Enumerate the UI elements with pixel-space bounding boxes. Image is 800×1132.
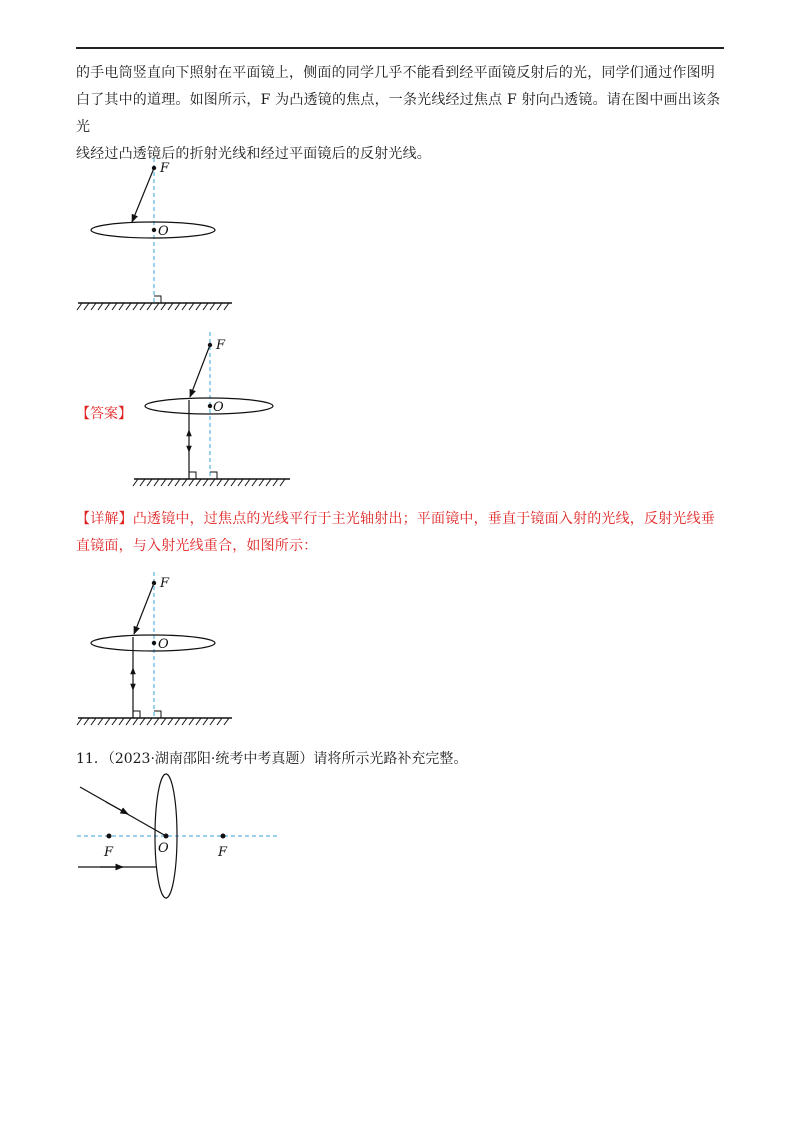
detail-text-1: 凸透镜中，过焦点的光线平行于主光轴射出；平面镜中，垂直于镜面入射的光线，反射光线垂: [132, 511, 716, 527]
focus-label: F: [160, 576, 170, 591]
center-label: O: [158, 637, 169, 652]
problem-line-2: 白了其中的道理。如图所示，F 为凸透镜的焦点，一条光线经过焦点 F 射向凸透镜。请在图中画出该条光: [76, 92, 721, 135]
focus-point-left: [107, 834, 112, 839]
center-label: O: [213, 400, 224, 415]
problem-line-1: 的手电筒竖直向下照射在平面镜上，侧面的同学几乎不能看到经平面镜反射后的光，同学们通过作图明: [76, 65, 715, 81]
incident-arrow-oblique: [106, 802, 128, 814]
center-label: O: [158, 841, 169, 856]
center-label: O: [158, 224, 169, 239]
focus-point-right: [221, 834, 226, 839]
problem-line-3: 线经过凸透镜后的折射光线和经过平面镜后的反射光线。: [76, 146, 431, 162]
focus-label-left: F: [104, 845, 114, 860]
answer-label: 【答案】: [76, 406, 132, 422]
focus-label: F: [216, 338, 226, 353]
question-number: 11．: [76, 751, 108, 767]
optical-center: [164, 834, 169, 839]
detail-label: 【详解】: [76, 511, 133, 527]
detail-line-2: 直镜面，与入射光线重合，如图所示：: [76, 538, 318, 554]
focus-label: F: [160, 161, 170, 176]
focus-label-right: F: [218, 845, 228, 860]
question-text: （2023·湖南邵阳·统考中考真题）请将所示光路补充完整。: [107, 751, 468, 767]
